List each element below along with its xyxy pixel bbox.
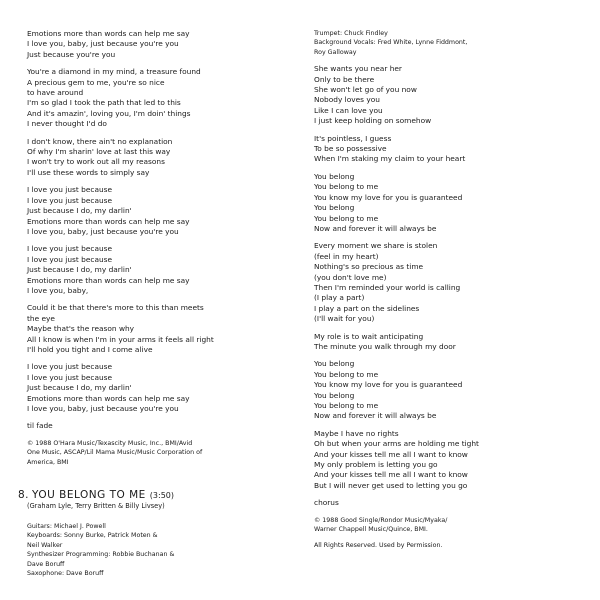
lyric-line: You belong [314,171,355,181]
lyric-stanza [27,137,289,179]
lyric-line: You know my love for you is guaranteed [314,380,463,390]
rights-notice: All Rights Reserved. Used by Permission. [314,542,443,550]
lyric-line: And your kisses tell me all I want to know [314,449,468,459]
lyric-line: Nothing's so precious as time [314,262,424,272]
lyric-line: I love you just because [27,372,113,382]
lyric-line: (you don't love me) [314,272,387,282]
lyric-line: You belong to me [314,182,379,192]
lyric-line: Only to be there [314,74,375,84]
lyric-stanza [314,134,584,165]
lyric-line: til fade [27,421,53,431]
lyric-stanza [314,241,584,324]
lyric-line: My only problem is letting you go [314,460,438,470]
lyric-line: Emotions more than words can help me say [27,29,190,38]
lyric-stanza [314,498,584,508]
text-line: © 1988 O'Hara Music/Texascity Music, Inc., BMI/Avid [27,439,193,447]
lyric-stanza [27,185,289,237]
lyric-line: Now and forever it will always be [314,411,437,421]
lyric-line: Emotions more than words can help me say [27,393,190,403]
lyric-line: Nobody loves you [314,95,380,105]
lyric-line: (I'll wait for you) [314,314,375,324]
lyric-stanza [27,362,289,414]
lyric-line: I never thought I'd do [27,119,107,129]
lyric-line: I love you, baby, just because you're you [27,39,179,49]
lyric-line: I love you just because [27,254,113,264]
text-line: Keyboards: Sonny Burke, Patrick Moten & [27,532,158,540]
lyric-stanza [314,359,584,421]
lyric-stanza [27,421,289,431]
musician-credits [27,522,289,578]
lyric-line: It's pointless, I guess [314,133,392,143]
lyric-line: You're a diamond in my mind, a treasure found [27,67,201,77]
song-title-line [18,489,289,502]
lyric-line: I love you just because [27,195,113,205]
lyric-line: I love you just because [27,244,113,254]
text-line: Warner Chappell Music/Quince, BMI. [314,526,428,534]
lyric-line: I don't know, there ain't no explanation [27,136,173,146]
lyric-stanza [314,172,584,234]
lyric-line: I love you, baby, just because you're you [27,404,179,413]
text-line: Guitars: Michael J. Powell [27,523,106,531]
lyric-line: Then I'm reminded your world is calling [314,282,461,292]
track-number: 8. [18,489,30,502]
lyrics-song-8 [314,64,584,508]
lyric-line: All I know is when I'm in your arms it feels all right [27,334,214,344]
copyright-song-8 [314,516,584,535]
lyric-line: Just because I do, my darlin' [27,383,132,393]
lyric-line: You belong to me [314,401,379,410]
text-line: Dave Boruff [27,560,65,568]
lyric-line: She won't let go of you now [314,85,417,95]
lyric-line: Maybe that's the reason why [27,324,135,334]
lyric-stanza [27,244,289,296]
lyric-line: You belong [314,203,355,213]
lyric-line: Maybe I have no rights [314,428,399,438]
lyric-line: Of why I'm sharin' love at last this way [27,147,171,157]
lyric-line: Emotions more than words can help me say [27,216,190,226]
lyric-line: chorus [314,498,339,508]
text-line: Saxophone: Dave Boruff [27,570,104,578]
right-column [314,29,584,551]
lyric-line: My role is to wait anticipating [314,331,424,341]
lyric-line: I love you, baby, just because you're you [27,226,179,236]
song-writers: (Graham Lyle, Terry Britten & Billy Livsey) [27,502,165,511]
lyric-line: Emotions more than words can help me say [27,275,190,285]
lyric-stanza [314,332,584,353]
lyric-stanza [27,29,289,60]
text-line: Background Vocals: Fred White, Lynne Fiddmont, [314,39,468,47]
song-header [18,489,289,578]
lyric-line: I'm so glad I took the path that led to this [27,98,181,108]
lyric-line: The minute you walk through my door [314,341,456,351]
lyric-line: But I will never get used to letting you go [314,480,468,490]
lyric-line: When I'm staking my claim to your heart [314,154,466,164]
lyric-line: Like I can love you [314,105,383,115]
lyric-line: You belong to me [314,369,379,379]
text-line: Trumpet: Chuck Findley [314,30,388,37]
lyric-line: to have around [27,88,84,98]
lyric-line: I just keep holding on somehow [314,116,432,126]
lyric-stanza [27,67,289,129]
lyric-line: You belong to me [314,213,379,223]
text-line: Neil Walker [27,541,63,549]
lyric-line: And it's amazin', loving you, I'm doin' things [27,108,191,118]
lyric-line: I love you just because [27,362,113,372]
lyric-line: the eye [27,313,55,323]
text-line: Synthesizer Programming: Robbie Buchanan & [27,551,175,559]
lyric-line: You know my love for you is guaranteed [314,192,463,202]
lyric-line: Now and forever it will always be [314,223,437,233]
lyric-line: I won't try to work out all my reasons [27,157,165,167]
left-column [18,29,289,584]
lyric-line: To be so possessive [314,144,387,154]
lyric-stanza [314,429,584,491]
text-line: One Music, ASCAP/Lil Mama Music/Music Corporation of [27,449,203,457]
lyric-line: Could it be that there's more to this than meets [27,303,204,313]
lyric-line: I love you, baby, [27,285,89,295]
text-line: America, BMI [27,458,69,466]
lyric-line: Just because I do, my darlin' [27,265,132,275]
song-duration: (3:50) [149,491,174,501]
lyric-line: And your kisses tell me all I want to know [314,470,468,480]
lyric-line: Just because I do, my darlin' [27,206,132,216]
lyric-line: I'll hold you tight and I come alive [27,344,153,354]
lyric-stanza [314,64,584,126]
text-line: © 1988 Good Single/Rondor Music/Myaka/ [314,516,448,524]
lyric-line: (feel in my heart) [314,251,379,261]
musician-credits-continued [314,29,584,57]
lyric-line: (I play a part) [314,293,365,303]
lyric-line: Just because you're you [27,49,116,59]
lyric-line: Every moment we share is stolen [314,241,438,251]
copyright-song-7 [27,439,289,467]
lyric-line: I love you just because [27,185,113,195]
lyric-line: A precious gem to me, you're so nice [27,77,165,87]
lyric-line: I play a part on the sidelines [314,303,420,313]
song-title: YOU BELONG TO ME [32,489,146,502]
lyric-line: You belong [314,359,355,369]
lyric-line: You belong [314,390,355,400]
lyrics-song-7 [27,29,289,432]
text-line: Roy Galloway [314,48,357,56]
lyric-line: She wants you near her [314,64,402,74]
lyric-line: Oh but when your arms are holding me tight [314,439,479,449]
lyric-stanza [27,303,289,355]
lyric-line: I'll use these words to simply say [27,167,150,177]
